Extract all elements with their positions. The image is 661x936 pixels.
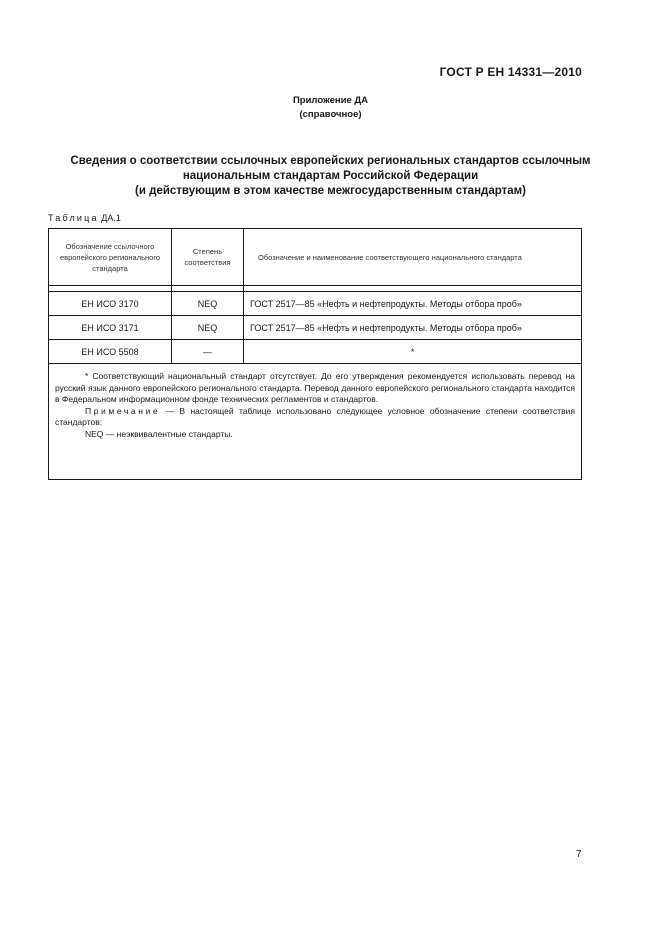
table-label bbox=[48, 213, 121, 223]
cell-reference: ЕН ИСО 3171 bbox=[49, 316, 172, 340]
table-row bbox=[49, 292, 582, 316]
cell-national: ГОСТ 2517—85 «Нефть и нефтепродукты. Методы отбора проб» bbox=[244, 316, 582, 340]
cell-degree: NEQ bbox=[172, 316, 244, 340]
cell-national: ГОСТ 2517—85 «Нефть и нефтепродукты. Методы отбора проб» bbox=[244, 292, 582, 316]
note-text: — В настоящей таблице использовано следующее условное обозначение степени соответствия стандартов: bbox=[55, 405, 575, 427]
title-line-1: Сведения о соответствии ссылочных европейских региональных стандартов ссылочным bbox=[70, 155, 591, 167]
cell-national: * bbox=[244, 340, 582, 364]
table-notes bbox=[49, 364, 582, 480]
title-line-2: национальным стандартам Российской Федерации bbox=[182, 170, 479, 182]
header-degree: Степень соответствия bbox=[172, 229, 244, 286]
footnote: * Соответствующий национальный стандарт отсутствует. До его утверждения рекомендуется использовать перевод на русский язык данного европейского регионального стандарта. Перевод данного европейского регионального стандарта находится в Федеральном информационном фонде технических регламентов и стандартов. bbox=[55, 371, 575, 404]
table-row bbox=[49, 340, 582, 364]
cell-degree: NEQ bbox=[172, 292, 244, 316]
header-reference-standard: Обозначение ссылочного европейского регионального стандарта bbox=[49, 229, 172, 286]
standards-table bbox=[48, 228, 582, 480]
title-line-3: (и действующим в этом качестве межгосударственным стандартам) bbox=[135, 185, 526, 197]
table-label-word: Таблица bbox=[48, 213, 99, 223]
cell-reference: ЕН ИСО 3170 bbox=[49, 292, 172, 316]
section-title bbox=[40, 154, 621, 199]
header-national-standard: Обозначение и наименование соответствующего национального стандарта bbox=[244, 229, 582, 286]
document-code-header: ГОСТ Р ЕН 14331—2010 bbox=[439, 65, 582, 79]
table-row bbox=[49, 316, 582, 340]
page-number: 7 bbox=[576, 849, 582, 860]
table-label-id: ДА.1 bbox=[101, 213, 121, 223]
note-definition: NEQ — неэквивалентные стандарты. bbox=[85, 428, 233, 439]
table-notes-row bbox=[49, 364, 582, 480]
note-label: Примечание bbox=[85, 405, 161, 416]
table-header-row bbox=[49, 229, 582, 286]
cell-reference: ЕН ИСО 5508 bbox=[49, 340, 172, 364]
appendix-title: Приложение ДА bbox=[292, 95, 369, 106]
appendix-heading bbox=[0, 94, 661, 122]
note bbox=[55, 406, 575, 429]
appendix-subtitle: (справочное) bbox=[299, 109, 362, 120]
cell-degree: — bbox=[172, 340, 244, 364]
